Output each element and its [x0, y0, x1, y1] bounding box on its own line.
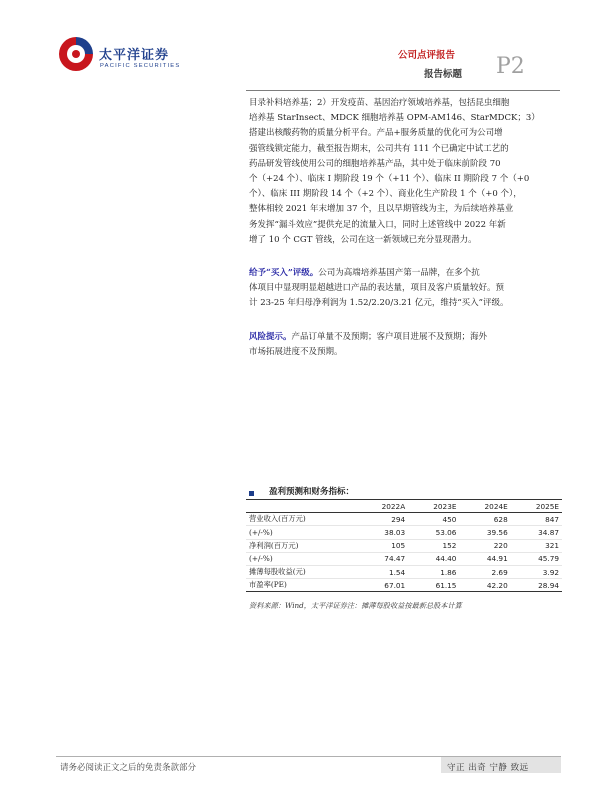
table-cell: 61.15	[408, 579, 459, 592]
table-cell: 847	[511, 513, 562, 526]
text-line: 个）、临床 III 期阶段 14 个（+2 个）、商业化生产阶段 1 个（+0 个），	[249, 189, 522, 200]
row-label: 摊薄每股收益(元)	[246, 565, 356, 578]
table-cell: 3.92	[511, 565, 562, 578]
table-cell: 628	[459, 513, 510, 526]
body-paragraph-1	[249, 96, 564, 248]
rating-heading: 给予“买入”评级。	[249, 268, 319, 278]
column-header: 2025E	[511, 500, 562, 513]
table-source-note: 资料来源：Wind，太平洋证券注：摊薄每股收益按最新总股本计算	[249, 601, 462, 610]
table-cell: 1.54	[356, 565, 408, 578]
text-line: 市场拓展进度不及预期。	[249, 347, 343, 358]
text-line: 体项目中显现明显超越进口产品的表达量，项目及客户质量较好。预	[249, 283, 505, 294]
table-cell: 38.03	[356, 526, 408, 539]
table-cell: 44.40	[408, 552, 459, 565]
table-title-marker	[249, 491, 254, 496]
text-line: 产品订单量不及预期；客户项目进展不及预期；海外	[291, 332, 488, 342]
table-row	[246, 565, 562, 578]
row-label: 市盈率(PE)	[246, 579, 356, 592]
table-cell: 105	[356, 539, 408, 552]
table-cell: 44.91	[459, 552, 510, 565]
rating-paragraph	[249, 266, 564, 312]
table-cell: 294	[356, 513, 408, 526]
column-header: 2023E	[408, 500, 459, 513]
header-divider	[246, 90, 560, 91]
column-header: 2024E	[459, 500, 510, 513]
table-cell: 39.56	[459, 526, 510, 539]
table-row	[246, 513, 562, 526]
text-line: 整体相较 2021 年末增加 37 个，且以早期管线为主，为后续培养基业	[249, 204, 514, 215]
text-line: 培养基 StarInsect、MDCK 细胞培养基 OPM-AM146、StarMDCK；3）	[249, 113, 540, 124]
risk-heading: 风险提示。	[249, 332, 292, 342]
row-label: (+/-%)	[246, 526, 356, 539]
text-line: 个（+24 个）、临床 I 期阶段 19 个（+11 个）、临床 II 期阶段 7 个（+0	[249, 174, 530, 185]
footer-motto: 守正 出奇 宁静 致远	[447, 763, 529, 773]
report-type: 公司点评报告	[398, 50, 456, 61]
text-line: 目录补料培养基；2）开发疫苗、基因治疗领域培养基，包括昆虫细胞	[249, 98, 510, 108]
table-cell: 152	[408, 539, 459, 552]
footer-disclaimer: 请务必阅读正文之后的免责条款部分	[60, 763, 197, 773]
table-row	[246, 552, 562, 565]
brand-name-cn: 太平洋证券	[99, 48, 170, 63]
table-row	[246, 579, 562, 592]
text-line: 计 23-25 年归母净利润为 1.52/2.20/3.21 亿元，维持“买入”评级。	[249, 298, 509, 309]
page-number: P2	[496, 54, 525, 79]
table-cell: 67.01	[356, 579, 408, 592]
table-cell: 34.87	[511, 526, 562, 539]
column-header: 2022A	[356, 500, 408, 513]
table-cell: 42.20	[459, 579, 510, 592]
column-header	[246, 500, 356, 513]
table-cell: 28.94	[511, 579, 562, 592]
text-line: 公司为高端培养基国产第一品牌，在多个抗	[318, 268, 480, 278]
row-label: (+/-%)	[246, 552, 356, 565]
table-row	[246, 526, 562, 539]
text-line: 药品研发管线使用公司的细胞培养基产品，其中处于临床前阶段 70	[249, 158, 501, 169]
row-label: 营业收入(百万元)	[246, 513, 356, 526]
table-cell: 1.86	[408, 565, 459, 578]
text-line: 增了 10 个 CGT 管线，公司在这一新领域已充分显现潜力。	[249, 234, 477, 245]
table-cell: 2.69	[459, 565, 510, 578]
financial-forecast-table	[246, 499, 562, 592]
table-title: 盈利预测和财务指标：	[269, 487, 355, 497]
table-cell: 74.47	[356, 552, 408, 565]
row-label: 净利润(百万元)	[246, 539, 356, 552]
brand-name-en: PACIFIC SECURITIES	[100, 63, 181, 69]
text-line: 务发挥“漏斗效应”提供充足的流量入口，同时上述管线中 2022 年新	[249, 219, 506, 230]
report-title: 报告标题	[424, 69, 463, 80]
table-header-row	[246, 500, 562, 513]
company-logo-icon	[56, 34, 96, 74]
table-cell: 220	[459, 539, 510, 552]
text-line: 搭建出核酸药物的质量分析平台。产品+服务质量的优化可为公司增	[249, 128, 503, 139]
table-row	[246, 539, 562, 552]
table-cell: 53.06	[408, 526, 459, 539]
table-cell: 321	[511, 539, 562, 552]
table-cell: 45.79	[511, 552, 562, 565]
risk-paragraph	[249, 330, 564, 360]
text-line: 强管线锁定能力，截至报告期末，公司共有 111 个已确定中试工艺的	[249, 143, 509, 154]
table-cell: 450	[408, 513, 459, 526]
